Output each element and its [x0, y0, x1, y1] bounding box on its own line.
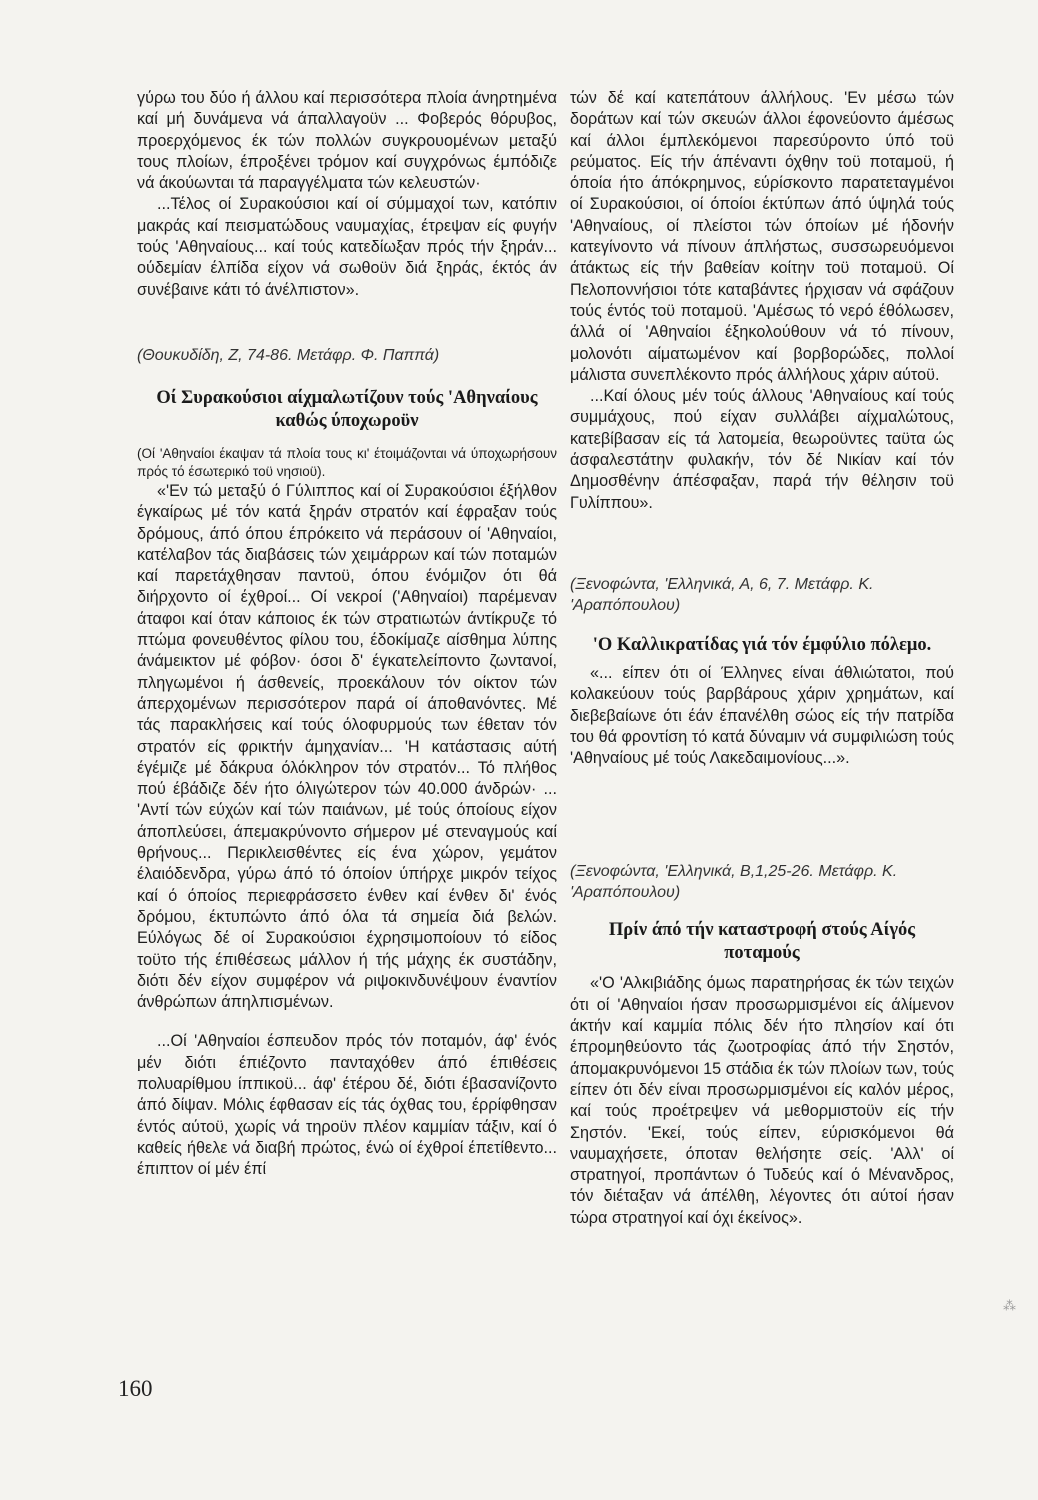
margin-speck-icon: ⁂: [1003, 1298, 1016, 1313]
right-source-citation-2: (Ξενοφώντα, 'Ελληνικά, Β,1,25-26. Μετάφρ. Κ. 'Αραπόπουλου): [570, 863, 898, 902]
right-paragraph-1: τών δέ καί κατεπάτουν άλλήλους. 'Εν μέσω τών δοράτων καί τών σκευών άλλοι έφονεύοντο άμέσως καί άλλοι έμπλεκόμενοι παρεσύροντο ύπό τοϋ ρεύματος. Είς τήν άπέναντι όχθην τοϋ ποταμοϋ, ή όποία ήτο άπόκρημνος, εύρίσκοντο παρατεταγμένοι οί Συρακούσιοι, οί όποίοι έκτύπων άπό ύψηλά τούς 'Αθηναίους, οί πλείστοι τών όποίων μέ ήδονήν κατεγίνοντο νά πίνουν άπλήστως, συσσωρευόμενοι άτάκτως είς τήν βαθείαν κοίτην τοϋ ποταμοϋ. Οί Πελοποννήσιοι τότε καταβάντες ήρχισαν νά σφάζουν τούς έντός τοϋ ποταμοϋ. 'Αμέσως τό νερό έθόλωσεν, άλλά οί 'Αθηναίοι έξηκολούθουν νά τό πίνουν, μολονότι αίματωμένον καί βορβορώδες, πολλοί μάλιστα συνεπλέκοντο πρός άλλήλους χάριν αύτοϋ.: [570, 89, 954, 384]
left-paragraph-4: ...Οί 'Αθηναίοι έσπευδον πρός τόν ποταμόν, άφ' ένός μέν διότι έπιέζοντο πανταχόθεν άπό έπιθέσεις πολυαρίθμου ίππικοϋ... άφ' έτέρου δέ, διότι έβασανίζοντο άπό δίψαν. Μόλις έφθασαν είς τάς όχθας του, έρρίφθησαν έντός αύτοϋ, χωρίς νά τηροϋν πλέον καμμίαν τάξιν, καί ό καθείς ήθελε νά διαβή πρώτος, ένώ οί έχθροί έπετίθεντο... έπιπτον οί μέν έπί: [137, 1032, 557, 1179]
left-paragraph-3: «'Εν τώ μεταξύ ό Γύλιππος καί οί Συρακούσιοι έξήλθον έγκαίρως μέ τόν κατά ξηράν στρατόν καί έφραξαν τούς δρόμους, άπό όπου έπρόκειτο νά περάσουν οί 'Αθηναίοι, κατέλαβον τάς διαβάσεις τών χειμάρρων καί τών ποταμών καί παρετάχθησαν παντοϋ, όπου ένόμιζον ότι θά διήρχοντο οί έχθροί... Οί νεκροί ('Αθηναίοι) παρέμεναν άταφοι καί όταν κάποιος έκ τών στρατιωτών άντίκρυζε τό πτώμα φονευθέντος φίλου του, έδοκίμαζε αίσθημα λύπης άνάμεικτον μέ φόβον· όσοι δ' έγκατελείποντο ζωντανοί, πληγωμένοι ή άσθενείς, προεκάλουν τόν οίκτον τών άπερχομένων περισσότερον παρά οί άποθανόντες. Μέ τάς παρακλήσεις καί τούς όλοφυρμούς των έθεταν τόν στρατόν είς φρικτήν άμηχανίαν... 'Η κατάστασις αύτή έγέμιζε μέ δάκρυα όλόκληρον τόν στρατόν... Τό πλήθος πού έβάδιζε δέν ήτο όλιγώτερον τών 40.000 άνδρών· ... 'Αντί τών εύχών καί τών παιάνων, μέ τούς όποίους είχον άποπλεύσει, άπεμακρύνοντο σήμερον μέ στεναγμούς καί θρήνους... Περικλεισθέντες είς ένα χώρον, γεμάτον έλαιόδενδρα, γύρω άπό τό όποίον ύπήρχε μικρόν τείχος καί ό όποίος περιεφράσσετο ένθεν καί ένθεν δι' ένός δρόμου, έκτυπώντο άπό όλα τά σημεία διά βελών. Εύλόγως δέ οί Συρακούσιοι έχρησιμοποίουν τό είδος τοϋτο τής έπιθέσεως μάλλον ή τής μάχης έκ συστάδην, διότι δέν είχον συμφέρον νά ριψοκινδυνέψουν έναντίον άνθρώπων άπηλπισμένων.: [137, 481, 557, 1012]
left-paragraph-1: γύρω του δύο ή άλλου καί περισσότερα πλοία άνηρτημένα καί μή δυνάμενα νά άπαλλαγοϋν ... Φοβερός θόρυβος, προερχόμενος έκ τών πολλών συγκρουομένων μεταξύ τους πλοίων, έπροξένει τρόμον καί συγχρόνως έμπόδιζε νά άκούωνται τά παραγγέλματα τών κελευστών·: [137, 89, 557, 193]
page-number: 160: [118, 1376, 153, 1401]
right-section-heading-1: 'Ο Καλλικρατίδας γιά τόν έμφύλιο πόλεμο.: [592, 634, 932, 655]
left-section-note: (Οί 'Αθηναίοι έκαψαν τά πλοία τους κι' έτοιμάζονται νά ύποχωρήσουν πρός τό έσωτερικό τοϋ νησιοϋ).: [137, 445, 557, 479]
left-paragraph-2: ...Τέλος οί Συρακούσιοι καί οί σύμμαχοί των, κατόπιν μακράς καί πεισματώδους ναυμαχίας, έτρεψαν είς φυγήν τούς 'Αθηναίους... καί τούς κατεδίωξαν πρός τήν ξηράν... ούδεμίαν έλπίδα είχον νά σωθοϋν διά ξηράς, έκτός άν συνέβαινε κάτι τό άνέλπιστον».: [137, 195, 557, 299]
left-section-heading: Οί Συρακούσιοι αίχμαλωτίζουν τούς 'Αθηναίους καθώς ύποχωροϋν: [156, 387, 538, 431]
right-column: [570, 88, 954, 1229]
left-column: [137, 88, 557, 1180]
right-paragraph-4: «'Ο 'Αλκιβιάδης όμως παρατηρήσας έκ τών τειχών ότι οί 'Αθηναίοι ήσαν προσωρμισμένοι είς άλίμενον άκτήν καί καμμία πόλις δέν ήτο πλησίον καί ότι έπρομηθεύοντο τάς ζωοτροφίας άπό τήν Σηστόν, άπομακρυνόμενοι 15 στάδια έκ τών πλοίων των, τούς είπεν ότι δέν είναι προσωρμισμένοι είς καλόν μέρος, καί τούς προέτρεψεν νά μεθορμιστοϋν είς τήν Σηστόν. 'Εκεί, τούς είπεν, εύρισκόμενοι θά ναυμαχήσετε, όποταν θελήσητε σείς. 'Αλλ' οί στρατηγοί, προπάντων ό Τυδεύς καί ό Μένανδρος, τόν διέταξαν νά άπέλθη, λέγοντες ότι αύτοί ήσαν τώρα στρατηγοί καί όχι έκείνος».: [570, 974, 954, 1227]
left-source-citation: (Θουκυδίδη, Ζ, 74-86. Μετάφρ. Φ. Παππά): [137, 346, 440, 364]
right-paragraph-2: ...Καί όλους μέν τούς άλλους 'Αθηναίους καί τούς συμμάχους, πού είχαν συλλάβει αίχμαλώτους, κατεβίβασαν είς τά λατομεία, θεωροϋντες ταϋτα ώς άσφαλεστάτην φυλακήν, τόν δέ Νικίαν καί τόν Δημοσθένην άπέσφαξαν, παρά τήν θέλησιν τοϋ Γυλίππου».: [570, 387, 954, 512]
right-source-citation-1: (Ξενοφώντα, 'Ελληνικά, Α, 6, 7. Μετάφρ. Κ. 'Αραπόπουλου): [570, 575, 874, 614]
right-section-heading-2: Πρίν άπό τήν καταστροφή στούς Αίγός ποταμούς: [608, 920, 916, 964]
right-paragraph-3: «... είπεν ότι οί Έλληνες είναι άθλιώτατοι, πού κολακεύουν τούς βαρβάρους χάριν χρημάτων, καί διεβεβαίωνε ότι έάν έπανέλθη σώος είς τήν πατρίδα του θά φροντίση τό κατά δύναμιν νά συμφιλιώση τούς 'Αθηναίους μέ τούς Λακεδαιμονίους...».: [570, 663, 954, 768]
